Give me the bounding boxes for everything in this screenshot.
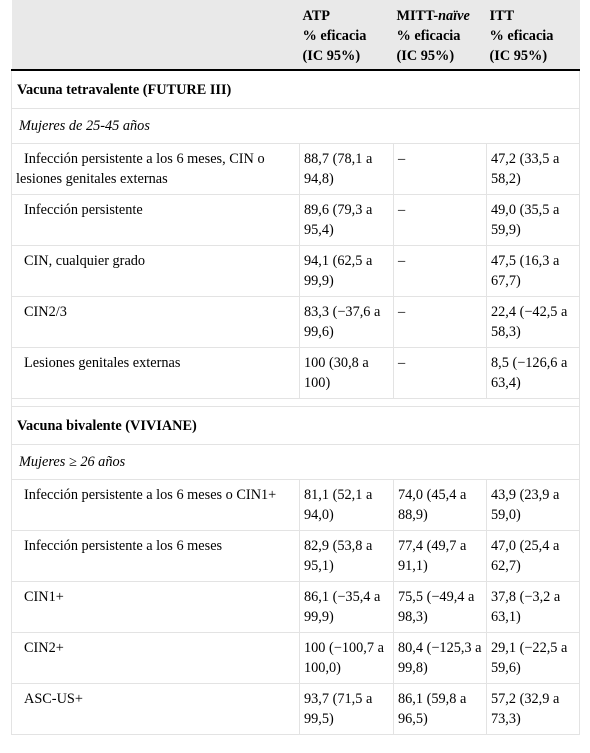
- cell-atp: 100 (−100,7 a 100,0): [300, 633, 394, 684]
- cell-mitt: –: [394, 246, 487, 297]
- cell-itt: 49,0 (35,5 a 59,9): [487, 195, 580, 246]
- header-itt-sub1: % eficacia: [489, 28, 554, 44]
- row-label: CIN, cualquier grado: [12, 246, 300, 297]
- table-row: [12, 531, 580, 582]
- header-itt: [487, 0, 580, 70]
- cell-mitt: –: [394, 144, 487, 195]
- header-mitt-title-wrap: [397, 6, 484, 26]
- row-label: Infección persistente: [12, 195, 300, 246]
- cell-atp: 89,6 (79,3 a 95,4): [300, 195, 394, 246]
- header-mitt-sub2: (IC 95%): [396, 48, 455, 64]
- header-mitt: [394, 0, 487, 70]
- header-mitt-sub1: % eficacia: [396, 28, 461, 44]
- cell-itt: 47,0 (25,4 a 62,7): [487, 531, 580, 582]
- header-itt-sub2: (IC 95%): [489, 48, 548, 64]
- cell-atp: 100 (30,8 a 100): [300, 348, 394, 399]
- cell-mitt: –: [394, 297, 487, 348]
- header-atp: [300, 0, 394, 70]
- table-row: [12, 195, 580, 246]
- row-label: CIN2/3: [12, 297, 300, 348]
- table-row: [12, 297, 580, 348]
- cell-itt: 29,1 (−22,5 a 59,6): [487, 633, 580, 684]
- header-empty: [12, 0, 300, 70]
- table-row: [12, 582, 580, 633]
- table-row: [12, 246, 580, 297]
- section-title: Vacuna tetravalente (FUTURE III): [12, 70, 580, 109]
- cell-itt: 8,5 (−126,6 a 63,4): [487, 348, 580, 399]
- cell-atp: 94,1 (62,5 a 99,9): [300, 246, 394, 297]
- row-label: CIN2+: [12, 633, 300, 684]
- cell-mitt: 75,5 (−49,4 a 98,3): [394, 582, 487, 633]
- cell-itt: 47,5 (16,3 a 67,7): [487, 246, 580, 297]
- header-itt-title: ITT: [489, 8, 515, 24]
- row-label: Infección persistente a los 6 meses o CIN1+: [12, 480, 300, 531]
- row-label: CIN1+: [12, 582, 300, 633]
- cell-itt: 37,8 (−3,2 a 63,1): [487, 582, 580, 633]
- cell-itt: 22,4 (−42,5 a 58,3): [487, 297, 580, 348]
- cell-atp: 93,7 (71,5 a 99,5): [300, 684, 394, 735]
- table-header: [12, 0, 580, 70]
- cell-mitt: 74,0 (45,4 a 88,9): [394, 480, 487, 531]
- table-row: [12, 684, 580, 735]
- section-title: Vacuna bivalente (VIVIANE): [12, 407, 580, 445]
- row-label: Lesiones genitales externas: [12, 348, 300, 399]
- cell-atp: 81,1 (52,1 a 94,0): [300, 480, 394, 531]
- cell-itt: 57,2 (32,9 a 73,3): [487, 684, 580, 735]
- cell-mitt: –: [394, 195, 487, 246]
- header-atp-title: ATP: [302, 8, 331, 24]
- cell-atp: 88,7 (78,1 a 94,8): [300, 144, 394, 195]
- table-row: [12, 480, 580, 531]
- section-spacer: [12, 399, 580, 407]
- section-subtitle: Mujeres de 25-45 años: [12, 109, 580, 144]
- cell-itt: 47,2 (33,5 a 58,2): [487, 144, 580, 195]
- header-mitt-title: MITT-: [396, 8, 439, 24]
- section-subtitle: Mujeres ≥ 26 años: [12, 445, 580, 480]
- header-atp-sub2: (IC 95%): [302, 48, 361, 64]
- cell-atp: 82,9 (53,8 a 95,1): [300, 531, 394, 582]
- cell-itt: 43,9 (23,9 a 59,0): [487, 480, 580, 531]
- cell-mitt: 80,4 (−125,3 a 99,8): [394, 633, 487, 684]
- cell-atp: 86,1 (−35,4 a 99,9): [300, 582, 394, 633]
- efficacy-table: [11, 0, 580, 735]
- header-atp-sub1: % eficacia: [302, 28, 367, 44]
- table-body: [12, 70, 580, 735]
- cell-atp: 83,3 (−37,6 a 99,6): [300, 297, 394, 348]
- table-row: [12, 633, 580, 684]
- cell-mitt: 77,4 (49,7 a 91,1): [394, 531, 487, 582]
- header-mitt-title-italic: naïve: [438, 8, 470, 24]
- table-row: [12, 348, 580, 399]
- cell-mitt: –: [394, 348, 487, 399]
- row-label: Infección persistente a los 6 meses: [12, 531, 300, 582]
- row-label: Infección persistente a los 6 meses, CIN o lesiones genitales externas: [12, 144, 300, 195]
- cell-mitt: 86,1 (59,8 a 96,5): [394, 684, 487, 735]
- row-label: ASC-US+: [12, 684, 300, 735]
- table-row: [12, 144, 580, 195]
